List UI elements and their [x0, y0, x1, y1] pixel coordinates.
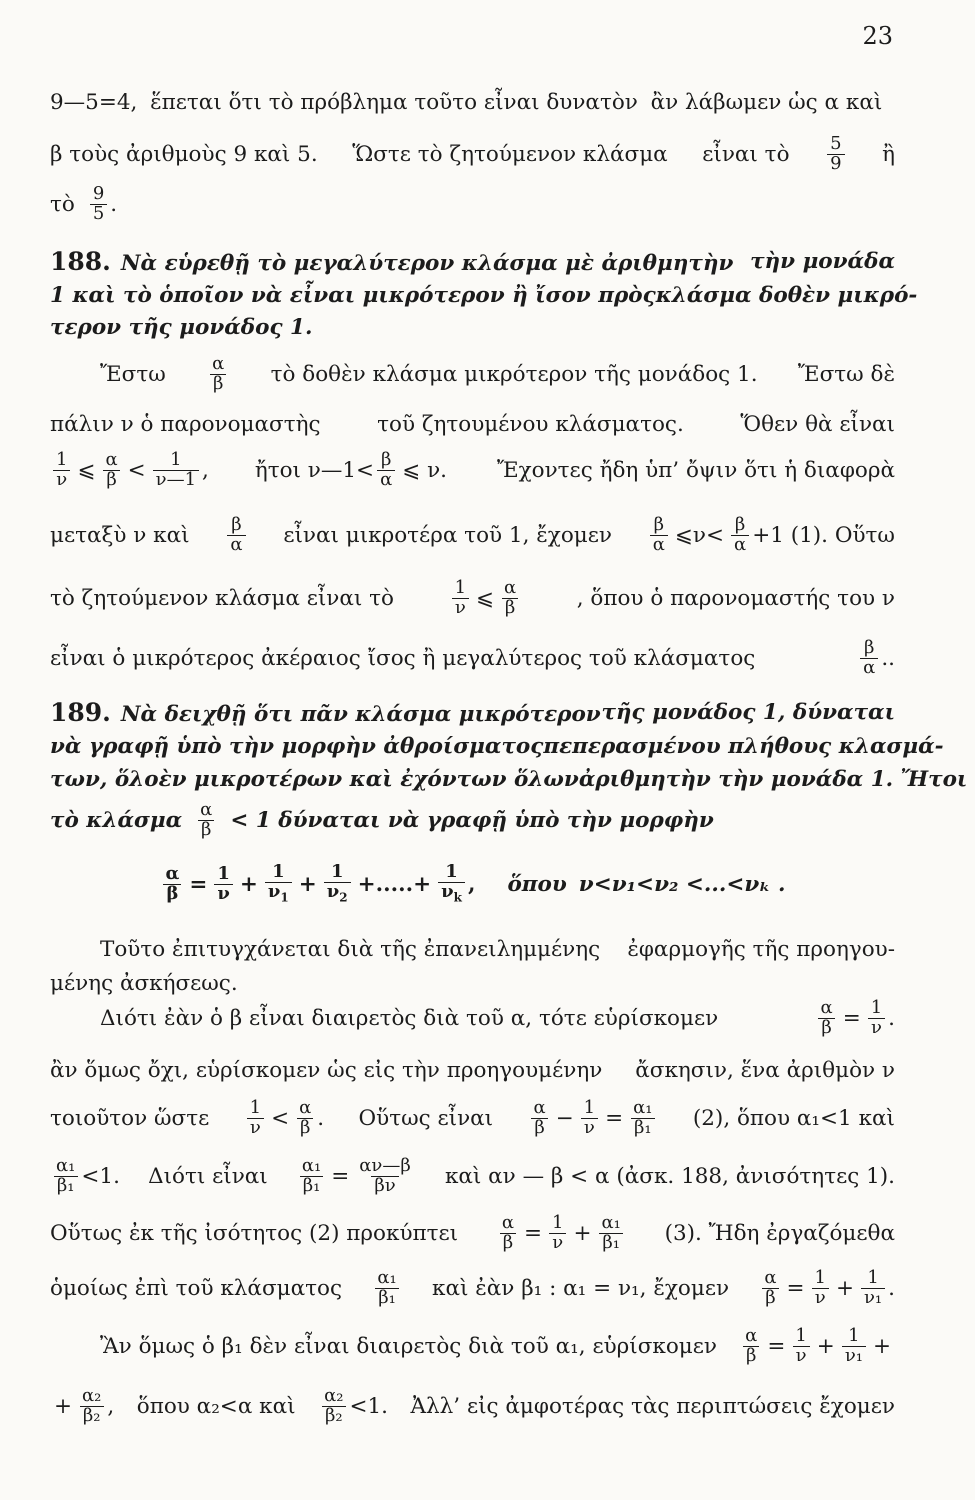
- math-line: εἶναι ὁ μικρότερος ἀκέραιος ἴσος ἢ μεγαλύτερος τοῦ κλάσματος $\frac{\beta}{\alpha}$ ..: [50, 636, 895, 678]
- problem-189-statement: 189. Νὰ δειχθῇ ὅτι πᾶν κλάσμα μικρότερον τῆς μονάδος 1, δύναται: [50, 697, 895, 727]
- math-line: $\frac{1}{\nu}$ ⩽ $\frac{\alpha}{\beta}$ < $\frac{1}{\nu—1}$ , ἤτοι ν—1< $\frac{\beta}{\alpha}$ ⩽ ν. Ἔχοντες ἤδη ὑπ’ ὄψιν ὅτι ἡ διαφορὰ: [50, 452, 895, 488]
- fraction: $\frac{9}{5}$: [90, 185, 107, 224]
- text-line: μένης ἀσκήσεως.: [50, 970, 238, 996]
- text-line: β τοὺς ἀριθμοὺς 9 καὶ 5. Ὥστε τὸ ζητούμενον κλάσμα εἶναι τὸ $\frac{5}{9}$ ἢ: [50, 132, 895, 174]
- text-line: νὰ γραφῇ ὑπὸ τὴν μορφὴν ἀθροίσματος πεπερασμένου πλήθους κλασμά-: [50, 733, 944, 759]
- text-line: 9—5=4, ἕπεται ὅτι τὸ πρόβλημα τοῦτο εἶναι δυνατὸν ἂν λάβωμεν ὡς α καὶ: [50, 89, 883, 115]
- fraction: $\frac{\alpha}{\beta}$: [209, 355, 227, 394]
- math-line: $\frac{\text{α₁}}{\text{β₁}}$ <1. Διότι εἶναι $\frac{\text{α₁}}{\text{β₁}}$ = $\frac{\alpha\nu—\beta}{\beta\nu}$ καὶ αν — β < α (ἀσκ. 188, ἀνισότητες 1).: [50, 1158, 895, 1194]
- math-line: + $\frac{\text{α₂}}{\text{β₂}}$ , ὅπου α₂<α καὶ $\frac{\text{α₂}}{\text{β₂}}$ <1. Ἀλλ’ εἰς ἀμφοτέρας τὰς περιπτώσεις ἔχομεν: [54, 1384, 895, 1426]
- math-line: τὸ κλάσμα $\frac{\alpha}{\beta}$ < 1 δύναται νὰ γραφῇ ὑπὸ τὴν μορφὴν: [50, 798, 714, 840]
- text-line: τερον τῆς μονάδος 1.: [50, 314, 313, 340]
- text-line: 1 καὶ τὸ ὁποῖον νὰ εἶναι μικρότερον ἢ ἴσον πρὸς κλάσμα δοθὲν μικρό-: [50, 282, 918, 308]
- text-line: των, ὅλοὲν μικροτέρων καὶ ἐχόντων ὅλων ἀριθμητὴν τὴν μονάδα 1. Ἤτοι: [50, 766, 968, 792]
- math-line: μεταξὺ ν καὶ $\frac{\beta}{\alpha}$ εἶναι μικροτέρα τοῦ 1, ἔχομεν $\frac{\beta}{\alpha}$ ⩽ν< $\frac{\beta}{\alpha}$ +1 (1). Οὕτω: [50, 513, 895, 555]
- page-number: 23: [862, 22, 893, 50]
- text-line: τὸ $\frac{9}{5}$ .: [50, 182, 118, 224]
- display-equation: $\frac{\alpha}{\beta}$ = $\frac{1}{\nu}$ + $\frac{1}{\nu_1}$ + $\frac{1}{\nu_2}$ +.....+ $\frac{1}{\nu_k}$ , ὅπου ν<ν₁<ν₂ <...<νₖ .: [50, 866, 895, 902]
- text-line: Τοῦτο ἐπιτυγχάνεται διὰ τῆς ἐπανειλημμένης ἐφαρμογῆς τῆς προηγου-: [100, 936, 895, 962]
- math-line: τοιοῦτον ὥστε $\frac{1}{\nu}$ < $\frac{\alpha}{\beta}$ . Οὕτως εἶναι $\frac{\alpha}{\beta}$ − $\frac{1}{\nu}$ = $\frac{\text{α₁}}{\text{β₁}}$ (2), ὅπου α₁<1 καὶ: [50, 1096, 895, 1138]
- math-line: τὸ ζητούμενον κλάσμα εἶναι τὸ $\frac{1}{\nu}$ ⩽ $\frac{\alpha}{\beta}$ , ὅπου ὁ παρονομαστής του ν: [50, 576, 895, 618]
- math-line: Ἂν ὅμως ὁ β₁ δὲν εἶναι διαιρετὸς διὰ τοῦ α₁, εὑρίσκομεν $\frac{\alpha}{\beta}$ = $\frac{1}{\nu}$ + $\frac{1}{\text{ν₁}}$ +: [100, 1324, 891, 1366]
- math-line: ὁμοίως ἐπὶ τοῦ κλάσματος $\frac{\text{α₁}}{\text{β₁}}$ καὶ ἐὰν β₁ : α₁ = ν₁, ἔχομεν $\frac{\alpha}{\beta}$ = $\frac{1}{\nu}$ + $\frac{1}{\text{ν₁}}$ .: [50, 1266, 895, 1308]
- text-line: ἂν ὅμως ὄχι, εὑρίσκομεν ὡς εἰς τὴν προηγουμένην ἄσκησιν, ἕνα ἀριθμὸν ν: [50, 1057, 895, 1083]
- math-line: Διότι ἐὰν ὁ β εἶναι διαιρετὸς διὰ τοῦ α, τότε εὑρίσκομεν $\frac{\alpha}{\beta}$ = $\frac{1}{\nu}$ .: [100, 996, 895, 1038]
- text-line: πάλιν ν ὁ παρονομαστὴς τοῦ ζητουμένου κλάσματος. Ὅθεν θὰ εἶναι: [50, 411, 895, 437]
- math-line: Οὕτως ἐκ τῆς ἰσότητος (2) προκύπτει $\frac{\alpha}{\beta}$ = $\frac{1}{\nu}$ + $\frac{\text{α₁}}{\text{β₁}}$ (3). Ἤδη ἐργαζόμεθα: [50, 1211, 895, 1253]
- problem-188-statement: 188. Νὰ εὑρεθῇ τὸ μεγαλύτερον κλάσμα μὲ ἀριθμητὴν τὴν μονάδα: [50, 246, 895, 276]
- fraction: $\frac{5}{9}$: [827, 135, 844, 174]
- text-line: Ἔστω $\frac{\alpha}{\beta}$ τὸ δοθὲν κλάσμα μικρότερον τῆς μονάδος 1. Ἔστω δὲ: [100, 352, 895, 394]
